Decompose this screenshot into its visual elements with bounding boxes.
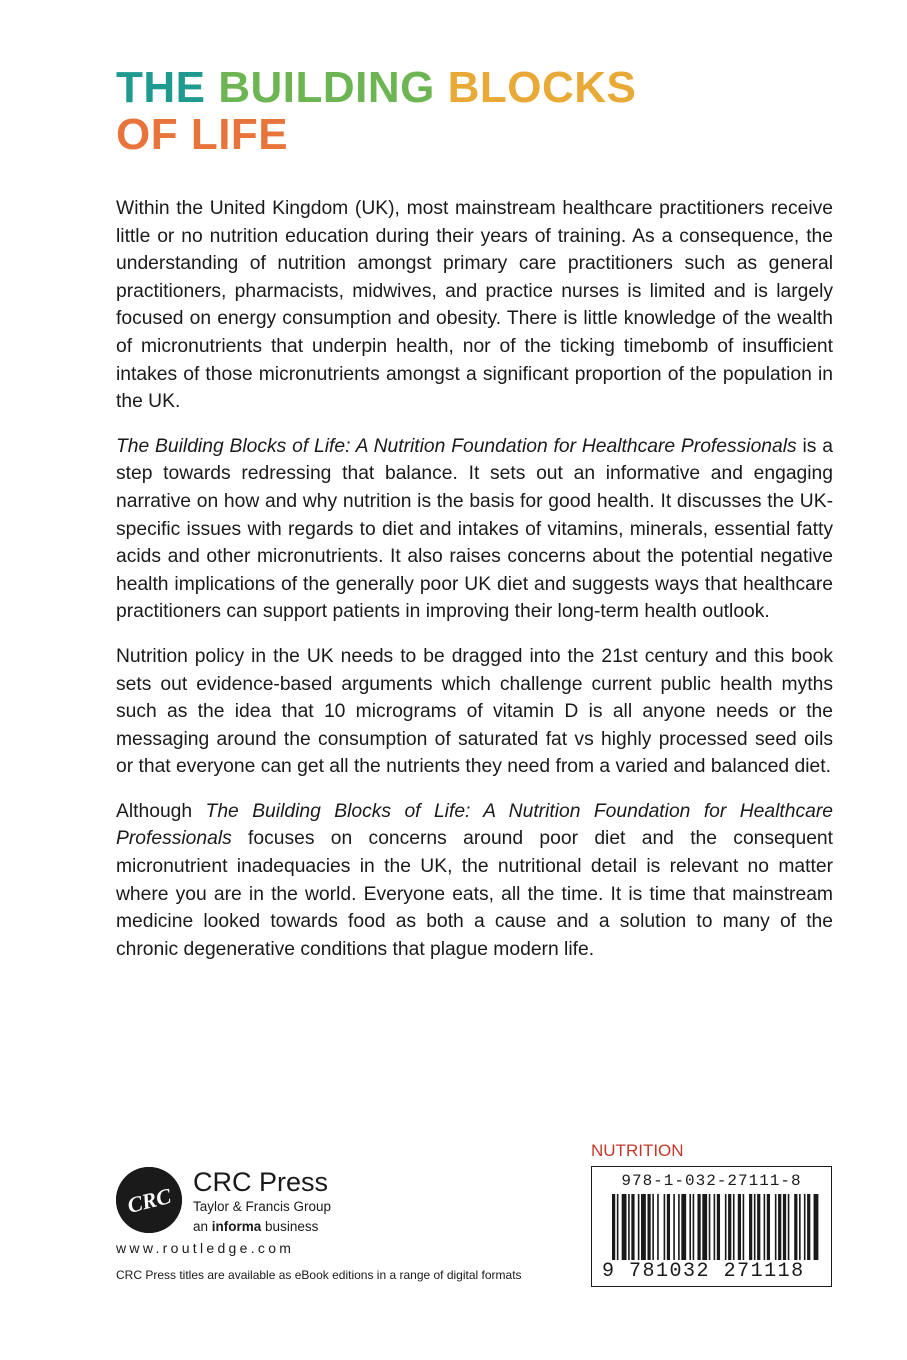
blurb-paragraph-1-text: Within the United Kingdom (UK), most mainstream healthcare practitioners receive little or no nutrition education during their years of training. As a consequence, the understanding of nutrition amongst primary care practitioners such as general practitioners, pharmacists, midwives, and practice nurses is limited and is largely focused on energy consumption and obesity. There is little knowledge of the wealth of micronutrients that underpin health, nor of the ticking timebomb of insufficient intakes of those micronutrients amongst a significant proportion of the population in the UK. xyxy=(116,198,833,413)
title-word-the: THE xyxy=(116,63,206,112)
business-informa: informa xyxy=(211,1219,262,1234)
barcode-group-2: 271118 xyxy=(723,1260,805,1283)
book-title-italic-2: The Building Blocks of Life: A Nutrition Foundation for Healthcare Professionals xyxy=(116,800,833,850)
blurb-paragraph-3 xyxy=(116,643,833,781)
crc-logo-icon xyxy=(116,1167,182,1233)
title-word-blocks: BLOCKS xyxy=(447,63,637,112)
crc-logo-text: CRC xyxy=(124,1183,174,1218)
blurb-paragraph-4-text: focuses on concerns around poor diet and the consequent micronutrient inadequacies in the UK, the nutritional detail is relevant no matter where you are in the world. Everyone eats, all the time. It is time that mainstream medicine looked towards food as both a cause and a solution to many of the chronic degenerative conditions that plague modern life. xyxy=(116,828,833,960)
barcode-group-1: 781032 xyxy=(629,1260,711,1283)
publisher-group: Taylor & Francis Group xyxy=(193,1199,332,1214)
blurb-paragraph-4-start: Although xyxy=(116,800,206,822)
publisher-website: www.routledge.com xyxy=(116,1240,295,1256)
ebook-note: CRC Press titles are available as eBook editions in a range of digital formats xyxy=(116,1268,522,1282)
isbn-barcode xyxy=(591,1166,832,1287)
blurb-paragraph-2 xyxy=(116,433,833,626)
publisher-business-line xyxy=(193,1219,318,1235)
isbn-number: 978-1-032-27111-8 xyxy=(621,1172,802,1190)
barcode-first-digit: 9 xyxy=(602,1260,616,1283)
blurb xyxy=(116,195,833,980)
subject-category: NUTRITION xyxy=(591,1141,684,1160)
title-word-building: BUILDING xyxy=(218,63,435,112)
blurb-paragraph-4 xyxy=(116,798,833,964)
business-suffix: business xyxy=(261,1219,319,1234)
title-line-of-life: OF LIFE xyxy=(116,110,289,159)
blurb-paragraph-1 xyxy=(116,195,833,416)
blurb-paragraph-2-text: is a step towards redressing that balance. It sets out an informative and engaging narrative on how and why nutrition is the basis for good health. It discusses the UK-specific issues with regards to diet and intakes of vitamins, minerals, essential fatty acids and other micronutrients. It also raises concerns about the potential negative health implications of the generally poor UK diet and suggests ways that healthcare practitioners can support patients in improving their long-term health outlook. xyxy=(116,435,833,623)
business-prefix: an xyxy=(193,1219,212,1234)
book-title-italic: The Building Blocks of Life: A Nutrition Foundation for Healthcare Professionals xyxy=(116,435,797,457)
barcode-digits xyxy=(602,1260,827,1283)
book-title xyxy=(116,64,636,158)
blurb-paragraph-3-text: Nutrition policy in the UK needs to be dragged into the 21st century and this book sets out evidence-based arguments which challenge current public health myths such as the idea that 10 micrograms of vitamin D is all anyone needs or the messaging around the consumption of saturated fat vs highly processed seed oils or that everyone can get all the nutrients they need from a varied and balanced diet. xyxy=(116,645,833,778)
crc-logo-graphic xyxy=(116,1167,182,1233)
publisher-name: CRC Press xyxy=(193,1167,329,1197)
